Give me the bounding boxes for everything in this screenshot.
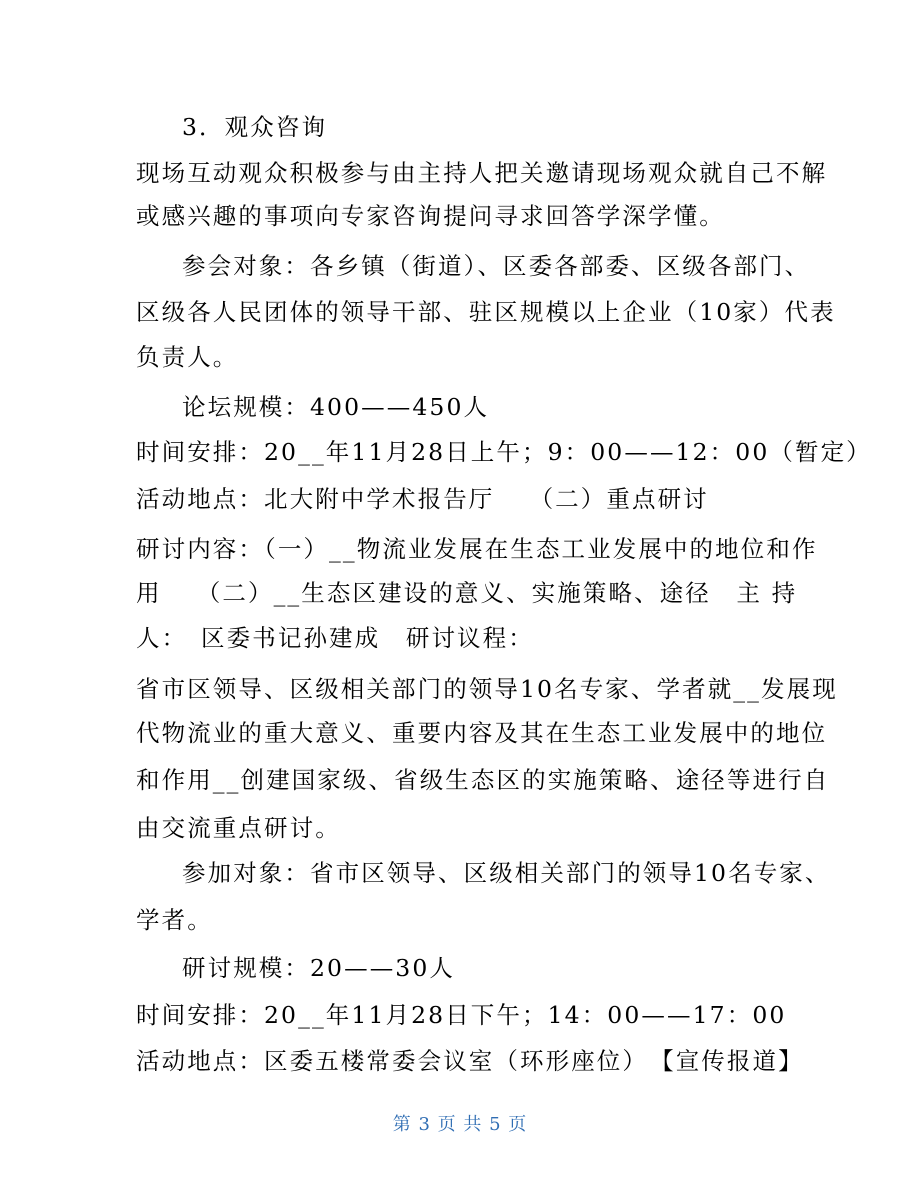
text-line: 代物流业的重大意义、重要内容及其在生态工业发展中的地位 <box>136 719 828 747</box>
text-line: 活动地点：北大附中学术报告厅 （二）重点研讨 <box>136 485 709 513</box>
page-number-footer: 第 3 页 共 5 页 <box>392 1114 528 1135</box>
text-line: 时间安排：20__年11月28日下午；14：00——17：00 <box>136 1001 787 1029</box>
text-line: 人： 区委书记孙建成 研讨议程： <box>136 624 534 652</box>
text-line: 活动地点：区委五楼常委会议室（环形座位） 【宣传报道】 <box>136 1047 804 1075</box>
text-line: 由交流重点研讨。 <box>136 814 341 842</box>
text-line: 研讨规模：20——30人 <box>182 954 456 982</box>
text-line: 研讨内容：（一）__物流业发展在生态工业发展中的地位和作 <box>136 535 818 563</box>
text-line: 论坛规模：400——450人 <box>182 393 490 421</box>
text-line: 区级各人民团体的领导干部、驻区规模以上企业（10家）代表 <box>136 298 836 326</box>
text-line: 和作用__创建国家级、省级生态区的实施策略、途径等进行自 <box>136 766 830 794</box>
text-line: 用 （二）__生态区建设的意义、实施策略、途径 主 持 <box>136 579 798 607</box>
text-line: 或感兴趣的事项向专家咨询提问寻求回答学深学懂。 <box>136 202 725 230</box>
text-line: 参会对象：各乡镇（街道）、区委各部委、区级各部门、 <box>182 252 811 280</box>
text-line: 时间安排：20__年11月28日上午；9：00——12：00（暂定） <box>136 438 872 466</box>
text-line: 学者。 <box>136 906 213 934</box>
text-line: 参加对象：省市区领导、区级相关部门的领导10名专家、 <box>182 859 831 887</box>
text-line: 负责人。 <box>136 343 239 371</box>
text-line: 省市区领导、区级相关部门的领导10名专家、学者就__发展现 <box>136 675 838 703</box>
section-heading: 3．观众咨询 <box>182 113 328 141</box>
text-line: 现场互动观众积极参与由主持人把关邀请现场观众就自己不解 <box>136 159 828 187</box>
